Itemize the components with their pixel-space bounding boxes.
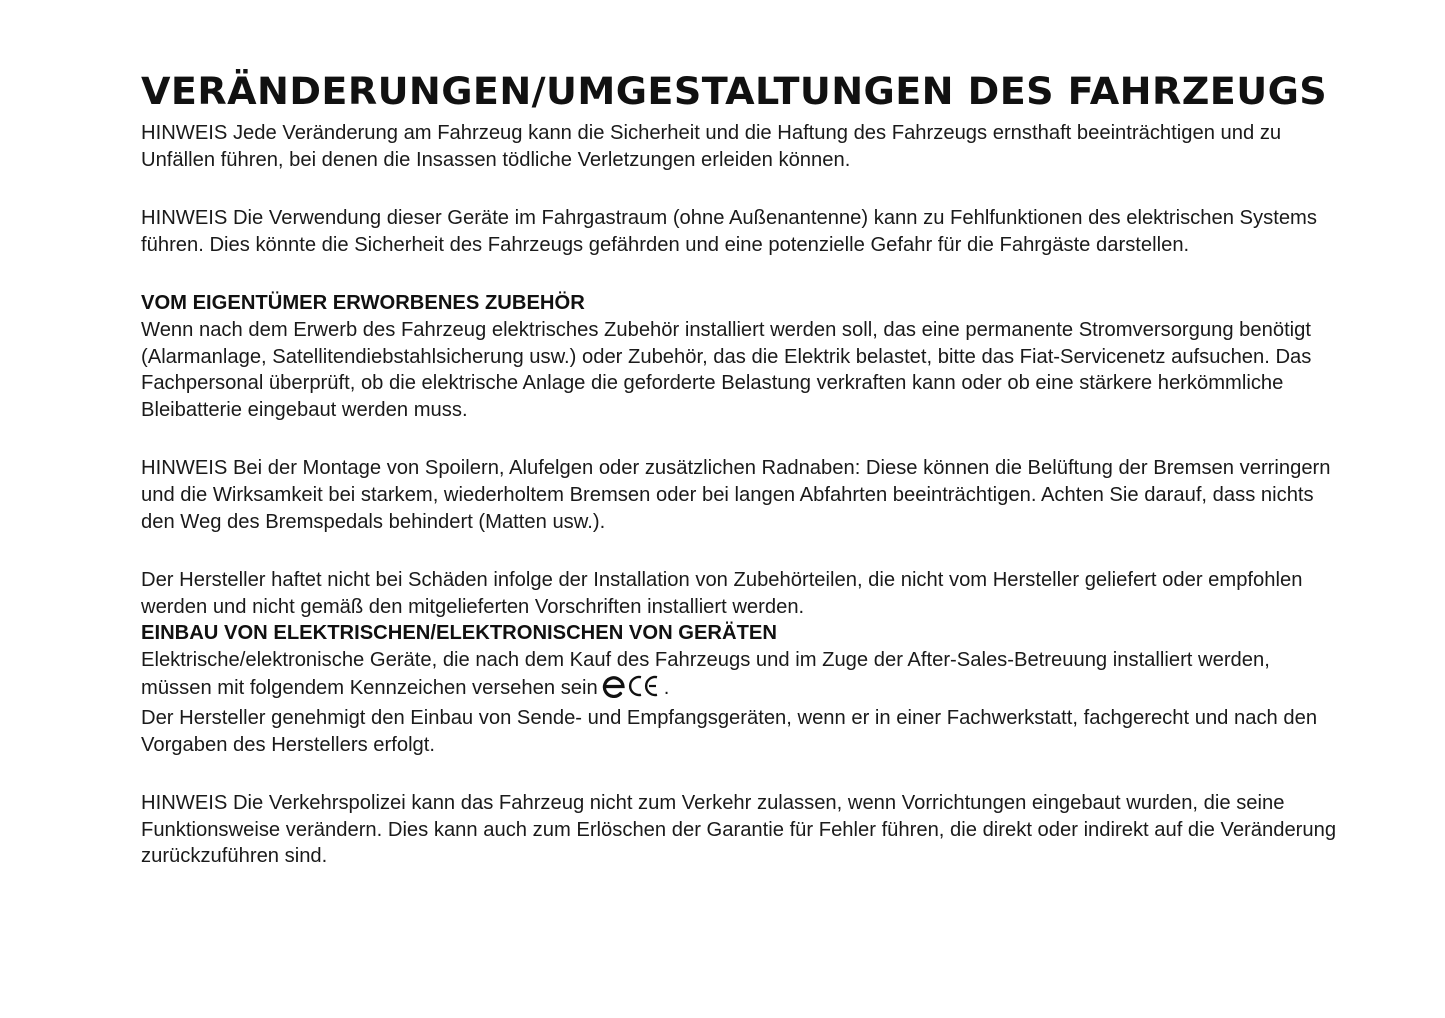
accessories-paragraph: Wenn nach dem Erwerb des Fahrzeug elektrisches Zubehör installiert werden soll, das eine permanente Stromversorgung benötigt (Alarmanlage, Satellitendiebstahlsicherung usw.) oder Zubehör, das die Elektrik belastet, bitte das Fiat-Servicenetz aufsuchen. Das Fachpersonal überprüft, ob die elektrische Anlage die geforderte Belastung verkraften kann oder ob eine stärkere herkömmliche Bleibatterie eingebaut werden muss. (141, 318, 1312, 421)
approval-paragraph: Der Hersteller genehmigt den Einbau von Sende- und Empfangsgeräten, wenn er in einer Fachwerkstatt, fachgerecht und nach den Vorgaben des Herstellers erfolgt. (141, 707, 1318, 756)
section-heading-installation: EINBAU VON ELEKTRISCHEN/ELEKTRONISCHEN VON GERÄTEN (141, 622, 777, 645)
notice-paragraph-3: HINWEIS Bei der Montage von Spoilern, Alufelgen oder zusätzlichen Radnaben: Diese können die Belüftung der Bremsen verringern und die Wirksamkeit bei starkem, wiederholtem Bremsen oder bei langen Abfahrten beeinträchtigen. Achten Sie darauf, dass nichts den Weg des Bremspedals behindert (Matten usw.). (141, 457, 1331, 533)
installation-paragraph (141, 647, 1341, 705)
liability-paragraph: Der Hersteller haftet nicht bei Schäden infolge der Installation von Zubehörteilen, die nicht vom Hersteller geliefert oder empfohlen werden und nicht gemäß den mitgelieferten Vorschriften installiert werden. (141, 569, 1303, 618)
spacer (141, 173, 1341, 205)
spacer (141, 258, 1341, 290)
document-page (141, 72, 1341, 870)
notice-paragraph-4: HINWEIS Die Verkehrspolizei kann das Fahrzeug nicht zum Verkehr zulassen, wenn Vorrichtungen eingebaut wurden, die seine Funktionsweise verändern. Dies kann auch zum Erlöschen der Garantie für Fehler führen, die direkt oder indirekt auf die Veränderung zurückzuführen sind. (141, 792, 1337, 868)
installation-text: Elektrische/elektronische Geräte, die nach dem Kauf des Fahrzeugs und im Zuge der After-Sales-Betreuung installiert werden, müssen mit folgendem Kennzeichen versehen sein (141, 648, 1270, 699)
section-heading-accessories: VOM EIGENTÜMER ERWORBENES ZUBEHÖR (141, 292, 585, 315)
spacer (141, 423, 1341, 455)
notice-paragraph-2: HINWEIS Die Verwendung dieser Geräte im Fahrgastraum (ohne Außenantenne) kann zu Fehlfunktionen des elektrischen Systems führen. Dies könnte die Sicherheit des Fahrzeugs gefährden und eine potenzielle Gefahr für die Fahrgäste darstellen. (141, 207, 1317, 256)
page-title: VERÄNDERUNGEN/UMGESTALTUNGEN DES FAHRZEUGS (141, 70, 1328, 113)
e-ce-mark-icon (602, 674, 664, 706)
spacer (141, 535, 1341, 567)
notice-paragraph-1: HINWEIS Jede Veränderung am Fahrzeug kann die Sicherheit und die Haftung des Fahrzeugs ernsthaft beeinträchtigen und zu Unfällen führen, bei denen die Insassen tödliche Verletzungen erleiden können. (141, 122, 1282, 171)
document-body (141, 120, 1341, 870)
spacer (141, 758, 1341, 790)
installation-period: . (663, 676, 670, 699)
